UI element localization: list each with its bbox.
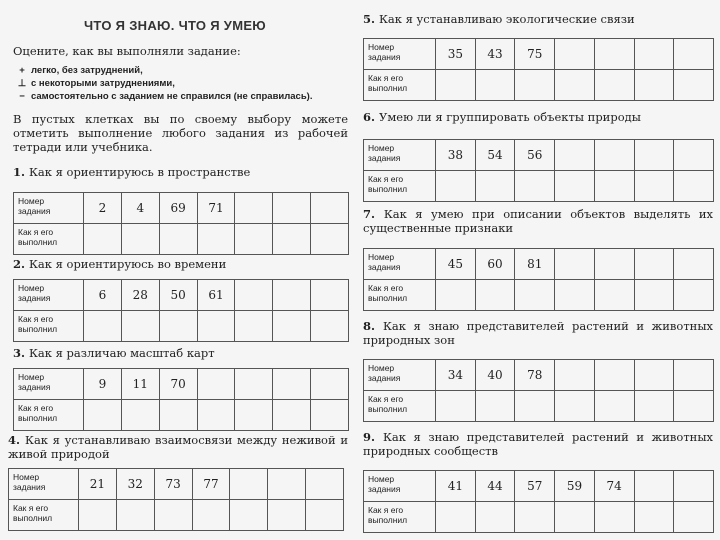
task-number-label: Номер задания: [364, 39, 436, 70]
section-title: Умею ли я группировать объекты природы: [379, 110, 641, 124]
task-number-cell: 21: [79, 469, 117, 500]
result-cell[interactable]: [555, 171, 595, 202]
task-number-row: [14, 280, 349, 311]
task-number-cell: [311, 280, 349, 311]
task-number-cell: [268, 469, 306, 500]
task-number-cell: 54: [475, 140, 515, 171]
task-number-label: Номер задания: [364, 471, 436, 502]
result-row: [364, 70, 714, 101]
result-cell[interactable]: [235, 311, 273, 342]
result-cell[interactable]: [515, 280, 555, 311]
result-cell[interactable]: [121, 311, 159, 342]
task-number-row: [364, 140, 714, 171]
task-table: [8, 468, 344, 531]
task-number-cell: 32: [116, 469, 154, 500]
result-cell[interactable]: [197, 224, 235, 255]
task-number-cell: 71: [197, 193, 235, 224]
task-number-row: [14, 369, 349, 400]
task-number-cell: 69: [159, 193, 197, 224]
task-number-cell: [594, 360, 634, 391]
task-number-cell: [306, 469, 344, 500]
section-1: [13, 165, 348, 179]
up-tack-symbol: ⊥: [17, 78, 27, 89]
result-cell[interactable]: [436, 171, 476, 202]
section-3: [13, 346, 348, 360]
result-cell[interactable]: [594, 280, 634, 311]
intro-text: Оцените, как вы выполняли задание:: [13, 44, 241, 58]
task-number-cell: [634, 140, 674, 171]
task-table: [13, 279, 349, 342]
task-number-cell: [634, 471, 674, 502]
task-number-cell: 28: [121, 280, 159, 311]
result-label: Как я его выполнил: [364, 280, 436, 311]
result-cell[interactable]: [311, 400, 349, 431]
result-cell[interactable]: [159, 224, 197, 255]
section-title: Как я различаю масштаб карт: [29, 346, 215, 360]
section-title: Как я знаю представителей растений и животных природных сообществ: [363, 430, 713, 458]
info-text: В пустых клетках вы по своему выбору можете отметить выполнение любого задания из рабочей тетради или учебника.: [13, 112, 348, 154]
result-cell[interactable]: [555, 502, 595, 533]
result-cell[interactable]: [634, 502, 674, 533]
task-number-cell: [235, 193, 273, 224]
task-number-cell: [235, 369, 273, 400]
result-label: Как я его выполнил: [14, 400, 84, 431]
task-number-cell: 4: [121, 193, 159, 224]
result-cell[interactable]: [230, 500, 268, 531]
task-number-cell: 56: [515, 140, 555, 171]
result-cell[interactable]: [594, 171, 634, 202]
result-cell[interactable]: [594, 391, 634, 422]
task-number-label: Номер задания: [9, 469, 79, 500]
task-number-cell: 35: [436, 39, 476, 70]
task-number-cell: [555, 249, 595, 280]
task-number-cell: [674, 360, 714, 391]
result-cell[interactable]: [197, 311, 235, 342]
result-cell[interactable]: [159, 311, 197, 342]
task-number-row: [14, 193, 349, 224]
task-number-cell: [197, 369, 235, 400]
task-number-cell: [555, 140, 595, 171]
section-heading: [363, 207, 713, 235]
task-number-label: Номер задания: [14, 369, 84, 400]
task-number-cell: [674, 140, 714, 171]
section-heading: [13, 165, 348, 179]
task-number-cell: [674, 39, 714, 70]
task-number-cell: 59: [555, 471, 595, 502]
section-number: 8.: [363, 319, 383, 333]
legend-text: с некоторыми затруднениями,: [31, 78, 175, 89]
result-cell[interactable]: [436, 391, 476, 422]
task-table: [363, 139, 714, 202]
section-9: [363, 430, 713, 458]
task-number-row: [364, 249, 714, 280]
task-number-row: [364, 39, 714, 70]
section-6: [363, 110, 713, 124]
result-cell[interactable]: [634, 171, 674, 202]
result-label: Как я его выполнил: [14, 311, 84, 342]
task-table: [363, 248, 714, 311]
result-cell[interactable]: [306, 500, 344, 531]
task-number-cell: [230, 469, 268, 500]
task-table: [363, 359, 714, 422]
task-number-cell: 40: [475, 360, 515, 391]
section-heading: [8, 433, 348, 461]
section-number: 7.: [363, 207, 384, 221]
result-cell[interactable]: [634, 70, 674, 101]
section-number: 1.: [13, 165, 30, 179]
section-title: Как я знаю представителей растений и животных природных зон: [363, 319, 713, 347]
result-cell[interactable]: [121, 224, 159, 255]
section-title: Как я устанавливаю экологические связи: [379, 12, 635, 26]
result-cell[interactable]: [311, 311, 349, 342]
result-cell[interactable]: [674, 391, 714, 422]
plus-symbol: +: [19, 65, 25, 76]
legend-item-failed: [13, 90, 313, 103]
result-cell[interactable]: [235, 400, 273, 431]
section-title: Как я умею при описании объектов выделять их существенные признаки: [363, 207, 713, 235]
result-cell[interactable]: [154, 500, 192, 531]
task-number-cell: [594, 140, 634, 171]
result-cell[interactable]: [475, 391, 515, 422]
task-number-cell: [311, 193, 349, 224]
task-number-cell: 44: [475, 471, 515, 502]
result-cell[interactable]: [475, 280, 515, 311]
task-table: [363, 470, 714, 533]
legend-item-easy: [13, 64, 313, 77]
result-cell[interactable]: [475, 502, 515, 533]
task-number-cell: 9: [84, 369, 122, 400]
section-4: [8, 433, 348, 461]
result-cell[interactable]: [273, 311, 311, 342]
task-number-cell: 2: [84, 193, 122, 224]
section-title: Как я устанавливаю взаимосвязи между неживой и живой природой: [8, 433, 348, 461]
legend-item-some-difficulty: [13, 77, 313, 90]
result-cell[interactable]: [674, 171, 714, 202]
section-number: 5.: [363, 12, 380, 26]
result-row: [14, 400, 349, 431]
result-cell[interactable]: [273, 224, 311, 255]
section-heading: [363, 110, 713, 124]
result-cell[interactable]: [515, 391, 555, 422]
result-cell[interactable]: [235, 224, 273, 255]
task-number-cell: 6: [84, 280, 122, 311]
result-cell[interactable]: [594, 70, 634, 101]
result-cell[interactable]: [515, 502, 555, 533]
task-number-cell: [634, 39, 674, 70]
task-number-cell: [594, 249, 634, 280]
result-cell[interactable]: [197, 400, 235, 431]
result-cell[interactable]: [475, 70, 515, 101]
task-number-cell: 70: [159, 369, 197, 400]
task-number-cell: [555, 360, 595, 391]
task-number-cell: 43: [475, 39, 515, 70]
task-number-cell: 50: [159, 280, 197, 311]
task-number-cell: 74: [594, 471, 634, 502]
section-number: 3.: [13, 346, 30, 360]
task-number-cell: 73: [154, 469, 192, 500]
result-label: Как я его выполнил: [14, 224, 84, 255]
result-row: [14, 311, 349, 342]
section-heading: [13, 257, 348, 271]
result-label: Как я его выполнил: [364, 171, 436, 202]
task-number-cell: 78: [515, 360, 555, 391]
task-number-cell: 34: [436, 360, 476, 391]
task-number-cell: 60: [475, 249, 515, 280]
task-table: [13, 192, 349, 255]
result-label: Как я его выполнил: [364, 391, 436, 422]
task-number-label: Номер задания: [14, 280, 84, 311]
result-cell[interactable]: [436, 70, 476, 101]
result-cell[interactable]: [84, 224, 122, 255]
result-cell[interactable]: [192, 500, 230, 531]
result-cell[interactable]: [555, 391, 595, 422]
minus-symbol: −: [19, 91, 25, 102]
result-cell[interactable]: [268, 500, 306, 531]
page-title: ЧТО Я ЗНАЮ. ЧТО Я УМЕЮ: [84, 18, 267, 33]
result-cell[interactable]: [634, 280, 674, 311]
result-cell[interactable]: [674, 280, 714, 311]
task-number-cell: 11: [121, 369, 159, 400]
result-cell[interactable]: [84, 400, 122, 431]
task-number-cell: 61: [197, 280, 235, 311]
result-cell[interactable]: [555, 280, 595, 311]
result-cell[interactable]: [515, 70, 555, 101]
task-number-cell: [555, 39, 595, 70]
result-row: [9, 500, 344, 531]
legend-text: самостоятельно с заданием не справился (не справилась).: [31, 91, 313, 102]
task-number-cell: 41: [436, 471, 476, 502]
section-number: 9.: [363, 430, 383, 444]
task-number-cell: 81: [515, 249, 555, 280]
section-number: 4.: [8, 433, 26, 447]
task-number-cell: [634, 249, 674, 280]
task-number-label: Номер задания: [364, 249, 436, 280]
task-number-cell: 75: [515, 39, 555, 70]
task-table: [363, 38, 714, 101]
legend: [13, 64, 313, 103]
task-number-cell: [594, 39, 634, 70]
result-label: Как я его выполнил: [364, 502, 436, 533]
result-cell[interactable]: [273, 400, 311, 431]
result-label: Как я его выполнил: [9, 500, 79, 531]
section-heading: [363, 12, 713, 26]
result-row: [364, 391, 714, 422]
result-cell[interactable]: [116, 500, 154, 531]
task-number-cell: [634, 360, 674, 391]
result-cell[interactable]: [634, 391, 674, 422]
legend-text: легко, без затруднений,: [31, 65, 143, 76]
result-cell[interactable]: [84, 311, 122, 342]
result-row: [364, 171, 714, 202]
task-number-cell: 77: [192, 469, 230, 500]
result-label: Как я его выполнил: [364, 70, 436, 101]
result-row: [364, 502, 714, 533]
result-cell[interactable]: [515, 171, 555, 202]
task-number-cell: 57: [515, 471, 555, 502]
result-cell[interactable]: [159, 400, 197, 431]
result-row: [364, 280, 714, 311]
task-table: [13, 368, 349, 431]
task-number-row: [9, 469, 344, 500]
section-8: [363, 319, 713, 347]
result-cell[interactable]: [555, 70, 595, 101]
section-number: 6.: [363, 110, 380, 124]
task-number-row: [364, 360, 714, 391]
section-title: Как я ориентируюсь в пространстве: [29, 165, 251, 179]
result-cell[interactable]: [311, 224, 349, 255]
section-heading: [363, 430, 713, 458]
task-number-cell: [674, 249, 714, 280]
task-number-label: Номер задания: [364, 360, 436, 391]
result-cell[interactable]: [121, 400, 159, 431]
result-cell[interactable]: [79, 500, 117, 531]
task-number-cell: [273, 280, 311, 311]
task-number-cell: [311, 369, 349, 400]
task-number-cell: 45: [436, 249, 476, 280]
result-cell[interactable]: [674, 502, 714, 533]
result-cell[interactable]: [594, 502, 634, 533]
section-number: 2.: [13, 257, 30, 271]
section-2: [13, 257, 348, 271]
section-7: [363, 207, 713, 235]
section-5: [363, 12, 713, 26]
task-number-label: Номер задания: [364, 140, 436, 171]
task-number-cell: 38: [436, 140, 476, 171]
result-cell[interactable]: [475, 171, 515, 202]
task-number-cell: [273, 369, 311, 400]
result-row: [14, 224, 349, 255]
section-heading: [363, 319, 713, 347]
task-number-cell: [674, 471, 714, 502]
section-heading: [13, 346, 348, 360]
task-number-cell: [273, 193, 311, 224]
result-cell[interactable]: [436, 280, 476, 311]
result-cell[interactable]: [674, 70, 714, 101]
result-cell[interactable]: [436, 502, 476, 533]
task-number-row: [364, 471, 714, 502]
task-number-cell: [235, 280, 273, 311]
section-title: Как я ориентируюсь во времени: [29, 257, 227, 271]
task-number-label: Номер задания: [14, 193, 84, 224]
